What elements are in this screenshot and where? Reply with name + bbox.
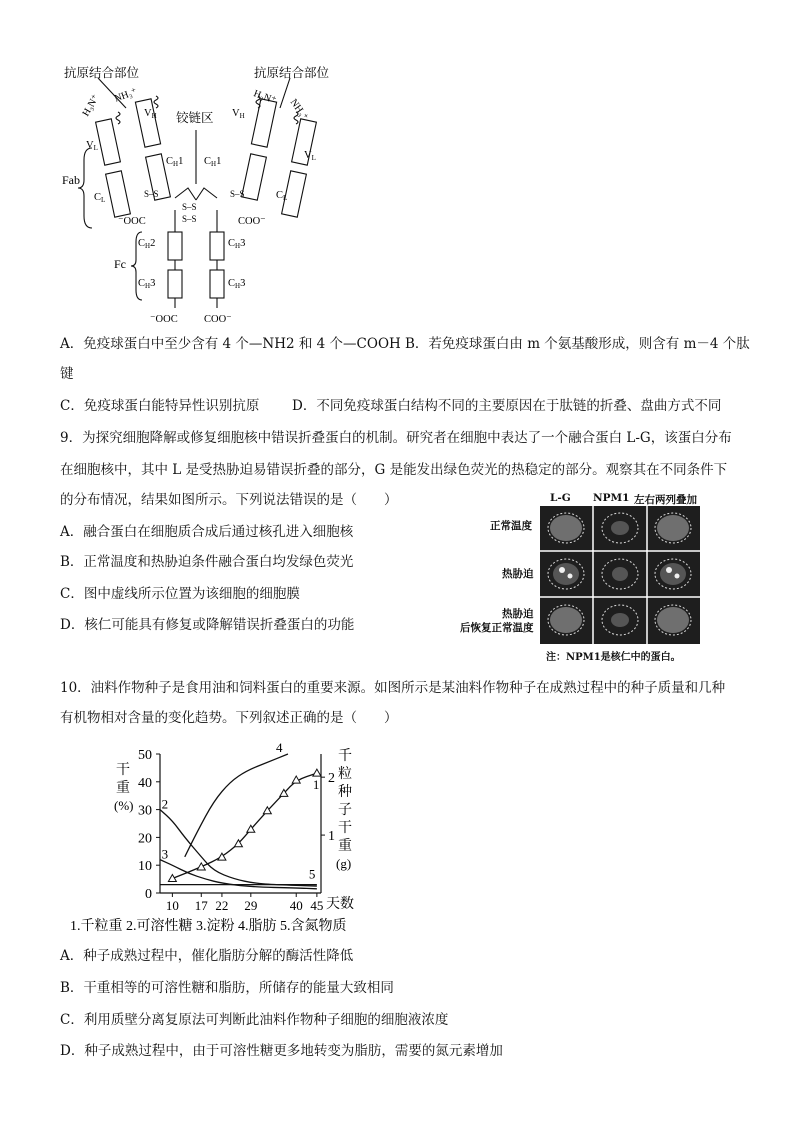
- q10-option-a[interactable]: A．种子成熟过程中，催化脂肪分解的酶活性降低: [60, 948, 354, 964]
- cl-right-label: CL: [276, 190, 288, 202]
- q8-option-c[interactable]: C．免疫球蛋白能特异性识别抗原: [60, 398, 260, 414]
- y-axis-label-right-4: 子: [338, 803, 352, 818]
- coo-right-lower-label: COO⁻: [204, 314, 232, 325]
- x-tick-label: 45: [310, 898, 324, 913]
- cl-left-label: CL: [94, 192, 106, 204]
- series-label-1: 1: [312, 777, 320, 793]
- col-label-lg: L-G: [550, 492, 571, 504]
- nh3-right-outer-label: NH₃⁺: [287, 97, 311, 123]
- x-tick-label: 40: [289, 898, 303, 913]
- y-tick-label: 40: [138, 775, 152, 791]
- antibody-structure-figure: [58, 60, 358, 328]
- nh3-right-inner-label: H₃N⁺: [251, 88, 278, 107]
- y-axis-label-left-3: (%): [114, 798, 134, 813]
- chart-caption: 1.千粒重 2.可溶性糖 3.淀粉 4.脂肪 5.含氮物质: [70, 919, 347, 934]
- series-label-4: 4: [275, 740, 283, 755]
- q8-option-a[interactable]: A．免疫球蛋白中至少含有 4 个—NH2 和 4 个—COOH: [60, 336, 401, 352]
- q10-stem-line-1: 10．油料作物种子是食用油和饲料蛋白的重要来源。如图所示是某油料作物种子在成熟过程中的种子质量和几种: [60, 680, 726, 696]
- vh-left-label: VH: [144, 108, 157, 120]
- series-label-3: 3: [161, 846, 169, 862]
- microscopy-panels: [540, 506, 700, 644]
- hinge-region-label: 铰链区: [176, 111, 214, 125]
- col-label-overlay: 左右两列叠加: [634, 494, 697, 506]
- disulfide-hinge-upper-label: S–S: [182, 202, 197, 212]
- series-label-2: 2: [161, 796, 169, 812]
- y-axis-label-right-3: 种: [338, 785, 352, 800]
- q10-option-c[interactable]: C．利用质壁分离复原法可判断此油料作物种子细胞的细胞液浓度: [60, 1012, 449, 1028]
- antigen-site-left-label: 抗原结合部位: [64, 66, 140, 80]
- y-axis-label-right-6: 重: [338, 839, 352, 854]
- x-tick-label: 22: [215, 898, 229, 913]
- ch2-left-label: CH2: [138, 238, 156, 250]
- y-axis-label-left-2: 重: [116, 781, 130, 796]
- y-tick-label: 20: [138, 831, 152, 847]
- y-axis-label-right-5: 干: [338, 821, 352, 836]
- y-axis-label-left-1: 干: [116, 763, 130, 778]
- y-axis-label-right-2: 粒: [338, 767, 352, 782]
- row-label-heat: 热胁迫: [502, 568, 534, 580]
- x-tick-label: 10: [165, 898, 179, 913]
- coo-right-upper-label: COO⁻: [238, 216, 266, 227]
- q9-stem-line-3: 的分布情况，结果如图所示。下列说法错误的是（ ）: [60, 492, 398, 508]
- q9-stem-line-1: 9．为探究细胞降解或修复细胞核中错误折叠蛋白的机制。研究者在细胞中表达了一个融合蛋白 L-G，该蛋白分布: [60, 430, 732, 446]
- y-right-tick-label: 2: [328, 771, 335, 787]
- ch1-right-label: CH1: [204, 156, 222, 168]
- row-label-normal: 正常温度: [490, 520, 532, 532]
- y-tick-label: 10: [138, 859, 152, 875]
- coo-left-lower-label: ⁻OOC: [150, 314, 178, 325]
- disulfide-left-label: S–S: [144, 189, 159, 199]
- q9-microscopy-figure: [450, 488, 702, 664]
- x-axis-label: 天数: [326, 897, 354, 912]
- disulfide-hinge-lower-label: S–S: [182, 214, 197, 224]
- y-axis-label-right-1: 千: [338, 749, 352, 764]
- row-label-recover-b: 后恢复正常温度: [460, 622, 534, 634]
- q9-option-b[interactable]: B．正常温度和热胁迫条件融合蛋白均发绿色荧光: [60, 554, 354, 570]
- vh-right-label: VH: [232, 108, 245, 120]
- series-point-1: [313, 769, 321, 776]
- x-tick-label: 17: [194, 898, 208, 913]
- y-tick-label: 50: [138, 748, 152, 763]
- q9-option-d[interactable]: D．核仁可能具有修复或降解错误折叠蛋白的功能: [60, 617, 355, 633]
- antigen-site-right-label: 抗原结合部位: [254, 66, 330, 80]
- col-label-npm1: NPM1: [593, 492, 630, 504]
- series-line-1: [172, 773, 316, 878]
- y-axis-label-right-7: (g): [336, 856, 352, 871]
- coo-left-upper-label: ⁻OOC: [118, 216, 146, 227]
- row-label-recover-a: 热胁迫: [502, 608, 534, 620]
- y-tick-label: 30: [138, 803, 152, 819]
- q8-option-d[interactable]: D．不同免疫球蛋白结构不同的主要原因在于肽链的折叠、盘曲方式不同: [292, 398, 722, 414]
- q9-option-c[interactable]: C．图中虚线所示位置为该细胞的细胞膜: [60, 586, 300, 602]
- q10-stem-line-2: 有机物相对含量的变化趋势。下列叙述正确的是（ ）: [60, 710, 398, 726]
- vl-left-label: VL: [86, 140, 98, 152]
- ch3-right-lower-label: CH3: [228, 278, 246, 290]
- series-label-5: 5: [308, 866, 316, 882]
- disulfide-right-label: S–S: [230, 189, 245, 199]
- nh3-left-inner-label: NH₃⁺: [112, 86, 139, 105]
- q8-option-b-cont: 键: [60, 366, 74, 382]
- x-tick-label: 29: [244, 898, 258, 913]
- q8-option-b[interactable]: B．若免疫球蛋白由 m 个氨基酸形成，则含有 m－4 个肽: [405, 336, 750, 352]
- figure-note: 注：NPM1是核仁中的蛋白。: [546, 652, 681, 663]
- ch1-left-label: CH1: [166, 156, 184, 168]
- q10-line-chart: [70, 736, 400, 936]
- fab-label: Fab: [62, 173, 80, 187]
- fc-label: Fc: [114, 257, 126, 271]
- series-point-1: [197, 863, 205, 870]
- q9-option-a[interactable]: A．融合蛋白在细胞质合成后通过核孔进入细胞核: [60, 524, 354, 540]
- nh3-left-outer-label: H₃N⁺: [80, 92, 102, 119]
- q10-option-d[interactable]: D．种子成熟过程中，由于可溶性糖更多地转变为脂肪，需要的氮元素增加: [60, 1043, 503, 1059]
- vl-right-label: VL: [304, 150, 316, 162]
- ch3-right-upper-label: CH3: [228, 238, 246, 250]
- y-right-tick-label: 1: [328, 829, 335, 845]
- ch3-left-label: CH3: [138, 278, 156, 290]
- y-tick-label: 0: [145, 887, 152, 902]
- q9-stem-line-2: 在细胞核中，其中 L 是受热胁迫易错误折叠的部分，G 是能发出绿色荧光的热稳定的部分。观察其在不同条件下: [60, 462, 728, 478]
- q10-option-b[interactable]: B．干重相等的可溶性糖和脂肪，所储存的能量大致相同: [60, 980, 394, 996]
